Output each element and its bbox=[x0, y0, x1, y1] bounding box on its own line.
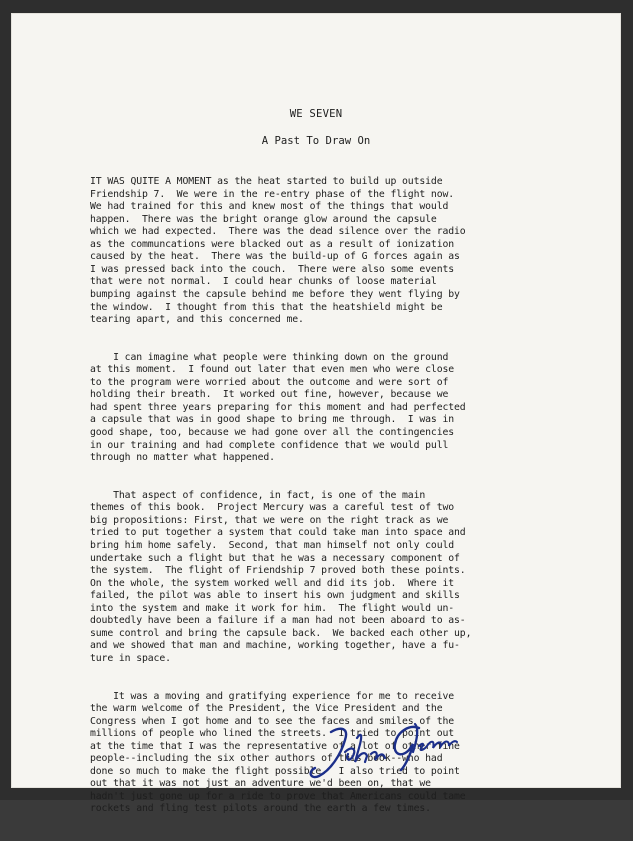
document-page bbox=[11, 13, 621, 815]
paragraph: IT WAS QUITE A MOMENT as the heat started to build up outside Friendship 7. We were in the re-entry phase of the flight now. We had trained for this and knew most of the things that would happen. There was the bright orange glow around the capsule which we had expected. There was the dead silence over the radio as the communcations were blacked out as a result of ionization caused by the heat. There was the build-up of G forces again as I was pressed back into the couch. There were also some events that were not normal. I could hear chunks of loose material bumping against the capsule behind me before they went flying by the window. I thought from this that the heatshield might be tearing apart, and this concerned me. bbox=[90, 176, 466, 326]
document-title: WE SEVEN bbox=[289, 108, 343, 120]
paragraph: I can imagine what people were thinking down on the ground at this moment. I found out later that even men who were close to the program were worried about the outcome and were sort of holding their breath. It worked out fine, however, because we had spent three years preparing for this moment and had perfected a capsule that was in good shape to bring me through. I was in good shape, too, because we had gone over all the contingencies in our training and had complete confidence that we would pull through no matter what happened. bbox=[90, 351, 466, 464]
document-subtitle: A Past To Draw On bbox=[261, 135, 371, 147]
paragraph: It was a moving and gratifying experience for me to receive the warm welcome of the President, the Vice President and the Congress when I got home and to see the faces and smiles of the millions of people who lined the streets. I tried to point out at the time that I was the representative of a lot of other fine people--including the six other authors of this book--who had done so much to make the flight possible. I also tried to point out that it was not just an adventure we'd been on, that we hadn't just gone up for a ride to prove that Americans could tame rockets and fling test pilots around the earth a few times. bbox=[90, 690, 466, 815]
handwritten-signature bbox=[301, 718, 461, 784]
paragraph: That aspect of confidence, in fact, is one of the main themes of this book. Project Mercury was a careful test of two big propositions: First, that we were on the right track as we tried to put together a system that could take man into space and bring him home safely. Second, that man himself not only could undertake such a flight but that he was a necessary component of the system. The flight of Friendship 7 proved both these points. On the whole, the system worked well and did its job. Where it failed, the pilot was able to insert his own judgment and skills into the system and make it work for him. The flight would un- doubtedly have been a failure if a man had not been aboard to as- sume control and bring the capsule back. We backed each other up, and we showed that man and machine, working together, have a fu- ture in space. bbox=[90, 489, 472, 664]
